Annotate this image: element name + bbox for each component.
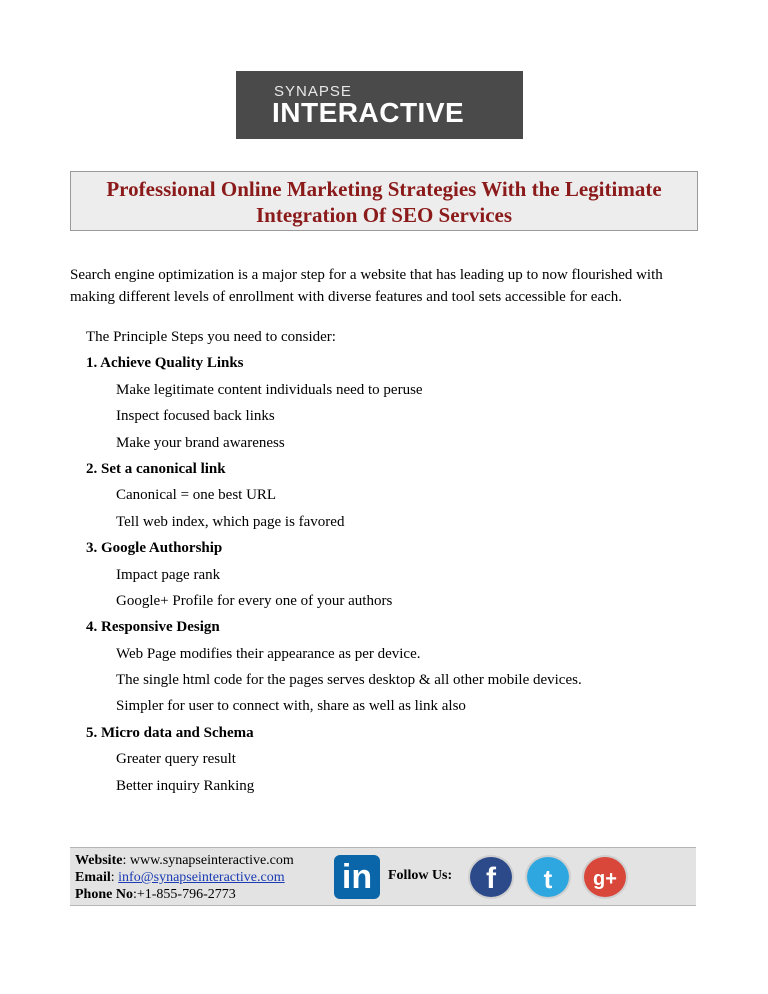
intro-paragraph xyxy=(70,264,696,308)
linkedin-icon[interactable]: in xyxy=(334,855,380,899)
step-item: Greater query result xyxy=(116,751,236,768)
contact-info xyxy=(75,852,294,903)
phone-line: Phone No:+1-855-796-2773 xyxy=(75,887,236,902)
page-title xyxy=(70,171,698,231)
step-item: Simpler for user to connect with, share as well as link also xyxy=(116,698,466,715)
step-item: Inspect focused back links xyxy=(116,408,275,425)
page-title-line-1: Professional Online Marketing Strategies With the Legitimate xyxy=(106,177,662,201)
website-value[interactable]: www.synapseinteractive.com xyxy=(129,853,294,868)
step-heading: 4. Responsive Design xyxy=(86,619,220,636)
step-item: Canonical = one best URL xyxy=(116,487,277,504)
step-item: Better inquiry Ranking xyxy=(116,777,255,794)
email-label: Email xyxy=(75,870,111,885)
synapse-interactive-logo xyxy=(236,71,523,139)
page-title-line-2: Integration Of SEO Services xyxy=(255,203,513,227)
phone-label: Phone No xyxy=(75,887,133,902)
step-heading: 5. Micro data and Schema xyxy=(86,724,254,741)
website-line: Website: www.synapseinteractive.com xyxy=(75,853,294,868)
step-item: Make legitimate content individuals need to peruse xyxy=(116,381,423,398)
step-item: Make your brand awareness xyxy=(116,434,285,451)
logo-subtitle: SYNAPSE xyxy=(274,83,352,100)
follow-us-label: Follow Us: xyxy=(388,868,453,883)
step-heading: 3. Google Authorship xyxy=(86,540,223,557)
intro-line-1: Search engine optimization is a major step for a website that has leading up to now flourished with xyxy=(70,267,663,283)
contact-footer xyxy=(70,847,696,906)
step-item: Google+ Profile for every one of your authors xyxy=(116,592,393,609)
step-item: Web Page modifies their appearance as per device. xyxy=(116,645,421,662)
steps-list xyxy=(86,326,686,801)
twitter-icon[interactable]: t xyxy=(525,855,571,899)
website-label: Website xyxy=(75,853,123,868)
facebook-icon[interactable]: f xyxy=(468,855,514,899)
step-heading: 2. Set a canonical link xyxy=(86,460,226,477)
steps-heading: The Principle Steps you need to consider: xyxy=(86,329,336,345)
phone-value: +1-855-796-2773 xyxy=(136,887,236,902)
step-item: The single html code for the pages serves desktop & all other mobile devices. xyxy=(116,672,582,689)
step-item: Tell web index, which page is favored xyxy=(116,513,345,530)
email-link[interactable]: info@synapseinteractive.com xyxy=(118,870,285,885)
logo-title: INTERACTIVE xyxy=(272,97,465,128)
google-plus-icon[interactable]: g+ xyxy=(582,855,628,899)
intro-line-2: making different levels of enrollment with diverse features and tool sets accessible for each. xyxy=(70,289,623,305)
email-line: Email: info@synapseinteractive.com xyxy=(75,870,285,885)
follow-us-text: Follow Us xyxy=(388,868,448,883)
step-heading: 1. Achieve Quality Links xyxy=(86,355,244,372)
step-item: Impact page rank xyxy=(116,566,221,583)
